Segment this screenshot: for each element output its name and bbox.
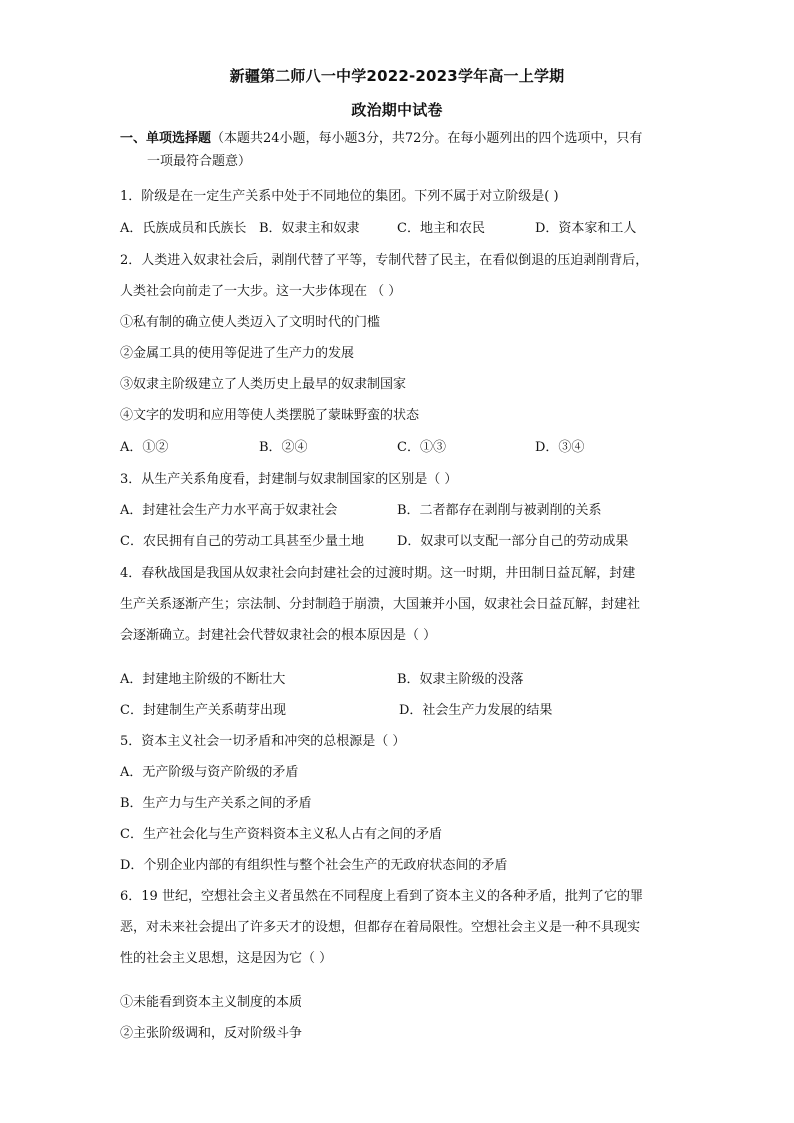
q5-option-d: D．个别企业内部的有组织性与整个社会生产的无政府状态间的矛盾 <box>120 858 508 873</box>
q2-statement-4: ④文字的发明和应用等使人类摆脱了蒙昧野蛮的状态 <box>120 408 420 423</box>
q3-option-c: C．农民拥有自己的劳动工具甚至少量土地 <box>120 534 364 549</box>
q3-option-d: D．奴隶可以支配一部分自己的劳动成果 <box>397 534 629 549</box>
q1-option-b: B．奴隶主和奴隶 <box>259 221 360 236</box>
q4-option-c: C．封建制生产关系萌芽出现 <box>120 703 286 718</box>
q5-option-a: A．无产阶级与资产阶级的矛盾 <box>120 765 299 780</box>
q4-option-d: D．社会生产力发展的结果 <box>399 703 553 718</box>
q3-option-b: B．二者都存在剥削与被剥削的关系 <box>397 503 602 518</box>
question-5-stem: 5．资本主义社会一切矛盾和冲突的总根源是（ ） <box>120 734 406 749</box>
q2-statement-3: ③奴隶主阶级建立了人类历史上最早的奴隶制国家 <box>120 377 407 392</box>
q5-option-b: B．生产力与生产关系之间的矛盾 <box>120 796 312 811</box>
q2-statement-1: ①私有制的确立使人类迈入了文明时代的门槛 <box>120 315 381 330</box>
section-note-cont: 一项最符合题意） <box>147 154 252 169</box>
question-4-stem-line1: 4．春秋战国是我国从奴隶社会向封建社会的过渡时期。这一时期，井田制日益瓦解，封建 <box>120 566 636 581</box>
q3-option-a: A．封建社会生产力水平高于奴隶社会 <box>120 503 338 518</box>
question-6-stem-line3: 性的社会主义思想，这是因为它（ ） <box>120 951 333 966</box>
q4-option-a: A．封建地主阶级的不断壮大 <box>120 672 286 687</box>
question-4-stem-line3: 会逐渐确立。封建社会代替奴隶社会的根本原因是（ ） <box>120 628 437 643</box>
q6-statement-2: ②主张阶级调和，反对阶级斗争 <box>120 1026 303 1041</box>
q1-option-a: A．氏族成员和氏族长 <box>120 221 247 236</box>
exam-title: 新疆第二师八一中学2022-2023学年高一上学期 <box>229 67 565 85</box>
q5-option-c: C．生产社会化与生产资料资本主义私人占有之间的矛盾 <box>120 827 442 842</box>
section-heading-row <box>120 131 642 147</box>
section-note: （本题共24小题，每小题3分，共72分。在每小题列出的四个选项中，只有 <box>211 131 643 146</box>
question-2-stem-line2: 人类社会向前走了一大步。这一大步体现在 （ ） <box>120 284 402 299</box>
q4-option-b: B．奴隶主阶级的没落 <box>397 672 524 687</box>
q2-option-a: A．①② <box>120 440 169 455</box>
q2-statement-2: ②金属工具的使用等促进了生产力的发展 <box>120 346 355 361</box>
q2-option-b: B．②④ <box>259 440 308 455</box>
q2-option-d: D．③④ <box>535 440 585 455</box>
q1-option-c: C．地主和农民 <box>397 221 485 236</box>
question-6-stem-line1: 6．19 世纪，空想社会主义者虽然在不同程度上看到了资本主义的各种矛盾，批判了它的罪 <box>120 889 643 904</box>
question-2-stem-line1: 2．人类进入奴隶社会后，剥削代替了平等，专制代替了民主，在看似倒退的压迫剥削背后， <box>120 253 649 268</box>
question-4-stem-line2: 生产关系逐渐产生；宗法制、分封制趋于崩溃，大国兼并小国，奴隶社会日益瓦解，封建社 <box>120 597 641 612</box>
q1-option-d: D．资本家和工人 <box>535 221 637 236</box>
q2-option-c: C．①③ <box>397 440 446 455</box>
question-3-stem: 3．从生产关系角度看，封建制与奴隶制国家的区别是（ ） <box>120 472 458 487</box>
question-6-stem-line2: 恶，对未来社会提出了许多天才的设想，但都存在着局限性。空想社会主义是一种不具现实 <box>120 920 641 935</box>
question-1-stem: 1．阶级是在一定生产关系中处于不同地位的集团。下列不属于对立阶级是( ) <box>120 189 559 204</box>
exam-subtitle: 政治期中试卷 <box>351 101 443 119</box>
q6-statement-1: ①未能看到资本主义制度的本质 <box>120 995 303 1010</box>
section-heading: 一、单项选择题 <box>120 131 212 146</box>
